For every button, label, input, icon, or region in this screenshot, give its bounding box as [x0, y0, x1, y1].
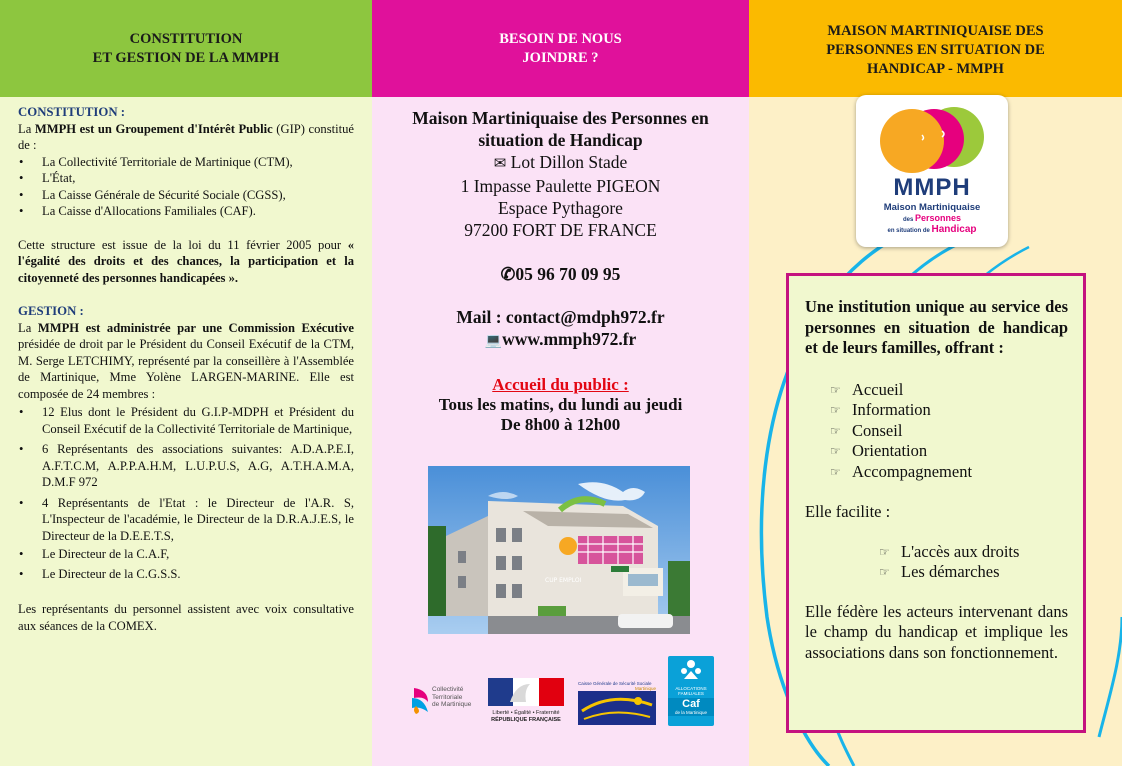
cgss-logo [578, 681, 656, 726]
phone-number[interactable]: 05 96 70 09 95 [515, 264, 621, 284]
header-line: PERSONNES EN SITUATION DE [826, 42, 1045, 58]
logo-line: Maison Martiniquaise [883, 202, 981, 213]
org-name-line: Maison Martiniquaise des Personnes en [412, 108, 709, 128]
law-text: Cette structure est issue de la loi du 11 février 2005 pour [18, 237, 348, 252]
logo-text: RÉPUBLIQUE FRANÇAISE [491, 717, 561, 723]
gestion-title: GESTION : [18, 304, 84, 318]
contact-header [372, 0, 749, 97]
law-paragraph [18, 237, 354, 287]
website-link[interactable]: www.mmph972.fr [502, 329, 637, 349]
header-line: HANDICAP - MMPH [867, 61, 1004, 77]
closing-paragraph: Elle fédère les acteurs intervenant dans le champ du handicap et implique les associations dans son fonctionnement. [805, 601, 1068, 662]
computer-icon: 💻 [484, 334, 503, 349]
logo-text: Caisse Générale de Sécurité Sociale [578, 681, 652, 686]
cgss-emblem-icon [578, 691, 656, 725]
constitution-title: CONSTITUTION : [18, 105, 126, 119]
mail-link[interactable]: Mail : contact@mdph972.fr [456, 307, 665, 327]
gestion-prefix: La [18, 320, 38, 335]
envelope-icon: ✉ [493, 156, 507, 172]
header-line: JOINDRE ? [522, 49, 599, 66]
opening-hours-title: Accueil du public : [492, 375, 629, 394]
list-item: • La Caisse Générale de Sécurité Sociale (CGSS), [18, 187, 354, 204]
opening-hours-line: Tous les matins, du lundi au jeudi [438, 395, 683, 414]
address-line: 97200 FORT DE FRANCE [464, 220, 657, 240]
logo-text: de Martinique [432, 701, 472, 708]
gestion-bold: MMPH est administrée par une Commission Exécutive [37, 320, 354, 335]
list-item: ☞ Les démarches [879, 562, 1068, 583]
mmph-header [749, 0, 1122, 97]
mission-lead: Une institution unique au service des personnes en situation de handicap et de leurs familles, offrant : [805, 297, 1068, 357]
list-item: • La Caisse d'Allocations Familiales (CAF). [18, 203, 354, 220]
list-item: ☞ Information [830, 400, 1068, 421]
logo-acronym-b: PH [935, 174, 971, 201]
list-item: • 12 Elus dont le Président du G.I.P-MDPH et Président du Conseil Exécutif de la Collectivité Territoriale de Martinique, [18, 404, 354, 437]
address-line: Espace Pythagore [498, 198, 623, 218]
logo-line: Personnes [914, 213, 962, 223]
header-line: MAISON MARTINIQUAISE DES [827, 23, 1044, 39]
mmph-logo [856, 95, 1008, 247]
phone[interactable] [372, 263, 749, 285]
list-item: • 4 Représentants de l'Etat : le Directeur de l'A.R. S, L'Inspecteur de l'académie, le Directeur de la D.R.A.J.E.S, le Directeur de la D.E.E.T.S, [18, 495, 354, 545]
intro-bold: MMPH est un Groupement d'Intérêt Public [34, 121, 273, 136]
intro-prefix: La [18, 121, 35, 136]
logo-text: Liberté • Égalité • Fraternité [492, 710, 560, 716]
list-item: ☞ Conseil [830, 421, 1068, 442]
logo-text: Martinique [634, 686, 656, 691]
list-item: • Le Directeur de la C.G.S.S. [18, 566, 354, 583]
personnel-note: Les représentants du personnel assistent avec voix consultative aux séances de la COMEX. [18, 602, 354, 633]
logo-text: de la Martinique [668, 710, 714, 716]
ctm-emblem-icon [410, 686, 432, 714]
building-illustration [428, 466, 690, 634]
list-item: ☞ Accueil [830, 380, 1068, 401]
header-line: CONSTITUTION [129, 30, 243, 47]
members-list [18, 154, 354, 220]
list-item: • Le Directeur de la C.A.F, [18, 546, 354, 563]
mmph-panel [749, 0, 1122, 766]
services-list [830, 380, 1068, 483]
constitution-panel [0, 0, 372, 766]
gestion-rest: présidée de droit par le Président du Conseil Exécutif de la CTM, M. Serge LETCHIMY, représenté par la conseillère à l'Assemblée de Martinique, Mme Yolène LARGEN-MARINE. Elle est composée de 24 membres : [18, 337, 354, 401]
org-name-line: situation de Handicap [478, 130, 643, 150]
partner-logos [410, 656, 720, 728]
caf-logo [668, 656, 714, 726]
list-item: ☞ Orientation [830, 441, 1068, 462]
list-item: ☞ L'accès aux droits [879, 542, 1068, 563]
list-item: • La Collectivité Territoriale de Martinique (CTM), [18, 154, 354, 171]
contact-body [372, 107, 749, 435]
list-item: • L'État, [18, 170, 354, 187]
caf-emblem-icon [679, 659, 703, 681]
header-line: BESOIN DE NOUS [499, 30, 622, 47]
contact-panel [372, 0, 749, 766]
law-bold: « l'égalité des droits et des chances, la participation et la citoyenneté des personnes handicapées ». [18, 237, 354, 285]
mission-box [786, 273, 1086, 733]
facilite-list [879, 542, 1068, 583]
opening-hours-line: De 8h00 à 12h00 [500, 415, 621, 434]
logo-line: Handicap [931, 224, 977, 235]
intro-suffix: (GIP) constitué de : [18, 121, 354, 152]
republique-francaise-logo [488, 678, 564, 726]
header-line: ET GESTION DE LA MMPH [92, 49, 280, 66]
composition-list [18, 404, 354, 582]
constitution-header [0, 0, 372, 97]
logo-text: Caf [668, 698, 714, 710]
list-item: ☞ Accompagnement [830, 462, 1068, 483]
ctm-logo [410, 682, 482, 728]
address [372, 151, 749, 241]
list-item: • 6 Représentants des associations suivantes: A.D.A.P.E.I, A.F.T.C.M, A.P.P.A.H.M, L.U.P.U.S, A.G, A.T.H.A.M.A, D.M.F 972 [18, 441, 354, 491]
org-name [372, 107, 749, 151]
logo-text: Territoriale [432, 693, 463, 701]
logo-text: FAMILIALES [678, 691, 704, 696]
constitution-body [0, 97, 372, 634]
logo-line: en situation de [887, 228, 932, 234]
gestion-paragraph [18, 320, 354, 403]
logo-line: des [902, 217, 915, 223]
website[interactable] [372, 328, 749, 353]
phone-icon: ✆ [500, 264, 516, 284]
logo-text: ALLOCATIONS [675, 686, 707, 691]
logo-text: Collectivité [432, 686, 464, 693]
address-line: Lot Dillon Stade [510, 152, 628, 172]
gip-intro [18, 121, 354, 154]
address-line: 1 Impasse Paulette PIGEON [460, 176, 661, 196]
photo-sign: CUP EMPLOI [545, 577, 582, 584]
building-photo [428, 466, 690, 634]
logo-acronym-a: MM [893, 174, 936, 201]
facilite-label: Elle facilite : [805, 502, 891, 521]
marianne-icon [488, 678, 564, 706]
